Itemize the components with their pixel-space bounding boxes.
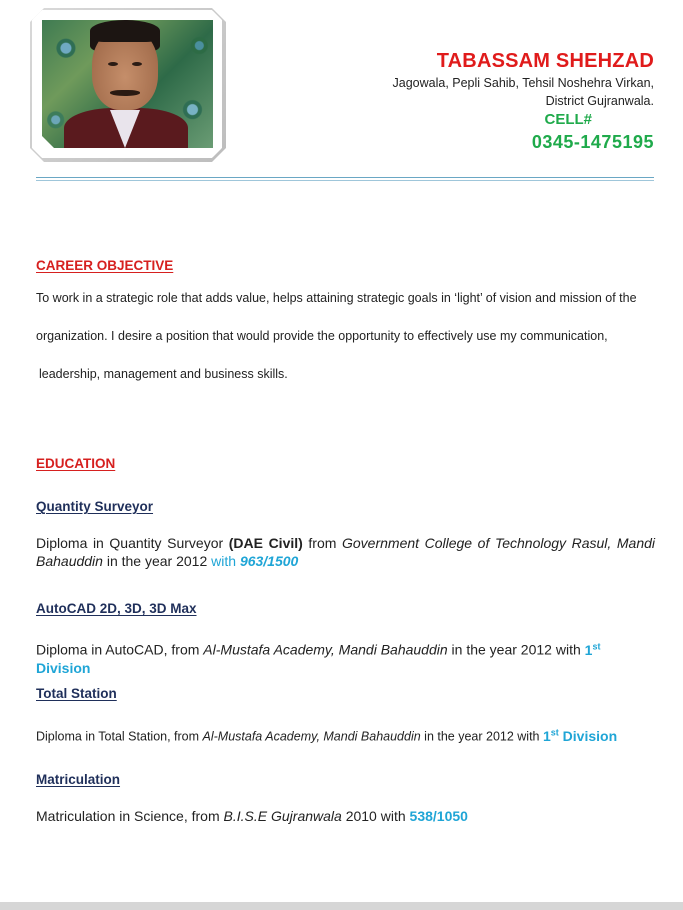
- edu-result: 1st Division: [36, 641, 601, 676]
- page-bottom-edge: [0, 902, 683, 910]
- edu-result: 538/1050: [409, 808, 468, 824]
- career-objective-heading: CAREER OBJECTIVE: [36, 258, 174, 273]
- education-heading: EDUCATION: [36, 456, 116, 471]
- edu-text: in the year 2012 with: [447, 641, 585, 658]
- objective-line-2: organization. I desire a position that would provide the opportunity to effectively use my communication,: [36, 329, 608, 343]
- edu-text: Diploma in Quantity Surveyor: [36, 535, 229, 551]
- edu-program: (DAE Civil): [228, 535, 303, 551]
- edu-detail-matriculation: [36, 807, 656, 825]
- edu-text: 2010 with: [341, 808, 410, 824]
- edu-title-autocad: AutoCAD 2D, 3D, 3D Max: [36, 601, 197, 616]
- edu-text: Diploma in Total Station, from: [36, 729, 203, 744]
- edu-text-with: with: [211, 553, 240, 569]
- cell-label: CELL#: [544, 111, 592, 128]
- edu-institution: Al-Mustafa Academy, Mandi Bahauddin: [202, 729, 421, 744]
- profile-photo: [42, 20, 213, 148]
- header-divider-top: [36, 177, 654, 178]
- edu-result: 963/1500: [239, 553, 299, 569]
- edu-title-quantity-surveyor: Quantity Surveyor: [36, 499, 154, 514]
- candidate-name: TABASSAM SHEHZAD: [436, 50, 654, 72]
- edu-institution: Government College of Technology Rasul, Mandi Bahauddin: [36, 535, 656, 569]
- photo-eye-left: [108, 62, 118, 66]
- address-line-1: Jagowala, Pepli Sahib, Tehsil Noshehra Virkan,: [392, 76, 654, 90]
- photo-eye-right: [132, 62, 142, 66]
- edu-text: in the year 2012 with: [420, 729, 543, 744]
- cell-number: 0345-1475195: [531, 132, 654, 152]
- edu-text: in the year 2012: [102, 553, 212, 569]
- edu-title-total-station: Total Station: [36, 686, 117, 701]
- edu-text: Matriculation in Science, from: [36, 808, 224, 824]
- edu-institution: Al-Mustafa Academy, Mandi Bahauddin: [203, 641, 448, 658]
- photo-hair-top: [90, 20, 160, 42]
- edu-text: from: [302, 535, 342, 551]
- edu-detail-quantity-surveyor: [36, 534, 655, 570]
- photo-mustache: [110, 90, 140, 96]
- edu-text: Diploma in AutoCAD, from: [36, 641, 204, 658]
- edu-detail-total-station: [36, 723, 656, 746]
- objective-line-3: leadership, management and business skills.: [39, 367, 288, 381]
- edu-detail-autocad: [36, 637, 656, 677]
- contact-block: [393, 48, 655, 154]
- objective-line-1: To work in a strategic role that adds value, helps attaining strategic goals in ‘light’ of vision and mission of the: [36, 291, 637, 305]
- edu-result: 1st Division: [542, 727, 618, 744]
- header-divider-bottom: [36, 180, 654, 181]
- edu-institution: B.I.S.E Gujranwala: [223, 808, 342, 824]
- address-line-2: District Gujranwala.: [545, 94, 654, 108]
- edu-title-matriculation: Matriculation: [36, 772, 121, 787]
